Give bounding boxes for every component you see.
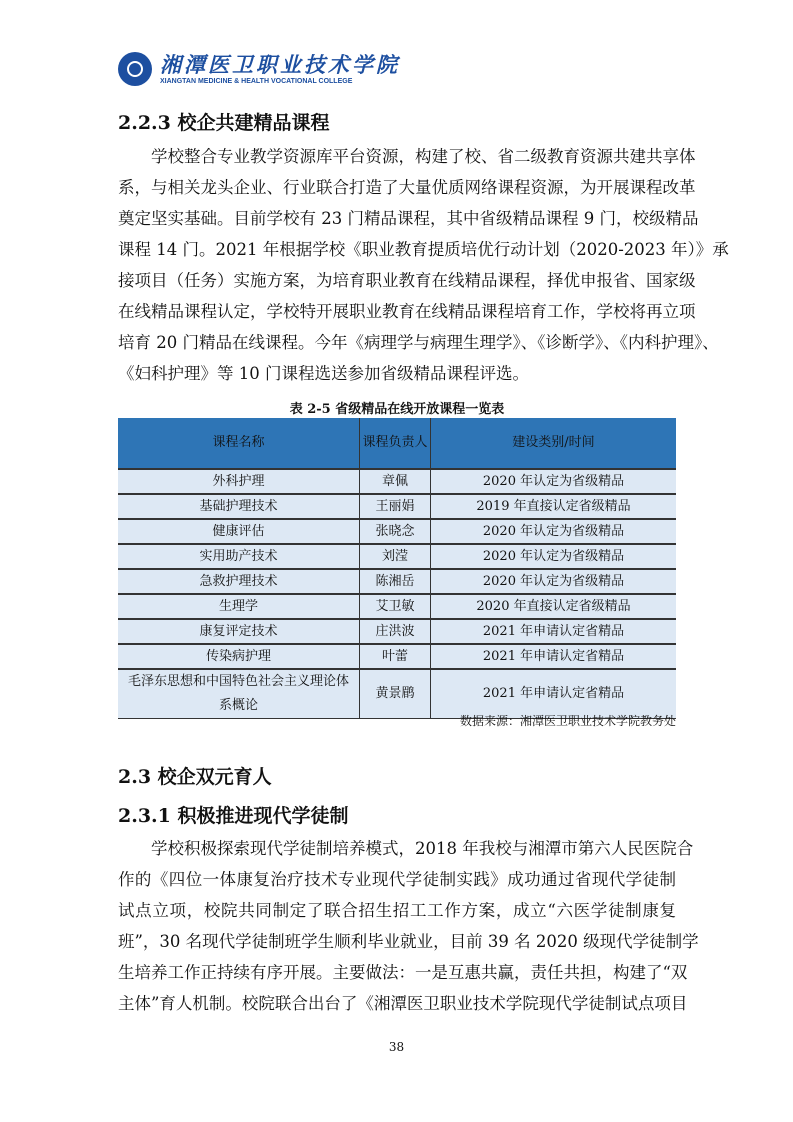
cell-category: 2021 年申请认定省精品 <box>431 619 677 644</box>
cell-category: 2019 年直接认定省级精品 <box>431 494 677 519</box>
cell-course: 传染病护理 <box>118 644 360 669</box>
text-line: 学校积极探索现代学徒制培养模式，2018 年我校与湘潭市第六人民医院合 <box>118 839 694 858</box>
text-line: 接项目（任务）实施方案，为培育职业教育在线精品课程，择优申报省、国家级 <box>118 271 696 290</box>
cell-course: 康复评定技术 <box>118 619 360 644</box>
text-line: 学校整合专业教学资源库平台资源，构建了校、省二级教育资源共建共享体 <box>118 147 696 166</box>
logo-english-name: XIANGTAN MEDICINE & HEALTH VOCATIONAL COLLEGE <box>160 77 353 85</box>
cell-category: 2020 年认定为省级精品 <box>431 544 677 569</box>
cell-leader: 黄景鹛 <box>360 669 431 719</box>
col-header-course: 课程名称 <box>118 418 360 469</box>
college-seal-icon <box>118 52 152 86</box>
table-row <box>118 469 676 494</box>
courses-table <box>118 418 676 719</box>
text-line: 班”，30 名现代学徒制班学生顺利毕业就业，目前 39 名 2020 级现代学徒制学 <box>118 932 699 951</box>
text-line: 培育 20 门精品在线课程。今年《病理学与病理生理学》、《诊断学》、《内科护理》、 <box>118 333 719 352</box>
cell-course: 基础护理技术 <box>118 494 360 519</box>
col-header-category: 建设类别/时间 <box>431 418 677 469</box>
cell-course: 急救护理技术 <box>118 569 360 594</box>
cell-leader: 张晓念 <box>360 519 431 544</box>
paragraph-apprenticeship <box>118 833 699 1019</box>
cell-course: 健康评估 <box>118 519 360 544</box>
cell-category: 2021 年申请认定省精品 <box>431 644 677 669</box>
text-line: 生培养工作正持续有序开展。主要做法：一是互惠共赢，责任共担，构建了“双 <box>118 963 688 982</box>
cell-course: 外科护理 <box>118 469 360 494</box>
cell-category: 2020 年直接认定省级精品 <box>431 594 677 619</box>
section-heading-2-3: 2.3 校企双元育人 <box>118 766 272 788</box>
cell-leader: 刘滢 <box>360 544 431 569</box>
cell-leader: 章佩 <box>360 469 431 494</box>
cell-leader: 陈湘岳 <box>360 569 431 594</box>
text-line: 《妇科护理》等 10 门课程选送参加省级精品课程评选。 <box>118 364 529 383</box>
logo-chinese-name: 湘潭医卫职业技术学院 <box>160 51 400 77</box>
cell-category: 2020 年认定为省级精品 <box>431 469 677 494</box>
cell-category: 2020 年认定为省级精品 <box>431 519 677 544</box>
cell-leader: 叶蕾 <box>360 644 431 669</box>
paragraph-courses <box>118 141 729 389</box>
table-row <box>118 544 676 569</box>
cell-category: 2020 年认定为省级精品 <box>431 569 677 594</box>
text-line: 奠定坚实基础。目前学校有 23 门精品课程，其中省级精品课程 9 门，校级精品 <box>118 209 699 228</box>
text-line: 主体”育人机制。校院联合出台了《湘潭医卫职业技术学院现代学徒制试点项目 <box>118 994 688 1013</box>
college-logo <box>118 52 400 86</box>
text-line: 系，与相关龙头企业、行业联合打造了大量优质网络课程资源，为开展课程改革 <box>118 178 696 197</box>
text-line: 在线精品课程认定，学校特开展职业教育在线精品课程培育工作，学校将再立项 <box>118 302 696 321</box>
text-line: 试点立项，校院共同制定了联合招生招工工作方案，成立“六医学徒制康复 <box>118 901 676 920</box>
cell-leader: 艾卫敏 <box>360 594 431 619</box>
table-source: 数据来源：湘潭医卫职业技术学院教务处 <box>459 714 676 728</box>
table-caption: 表 2-5 省级精品在线开放课程一览表 <box>289 402 505 417</box>
cell-course: 生理学 <box>118 594 360 619</box>
text-line: 作的《四位一体康复治疗技术专业现代学徒制实践》成功通过省现代学徒制 <box>118 870 676 889</box>
cell-leader: 王丽娟 <box>360 494 431 519</box>
table-row <box>118 569 676 594</box>
table-row <box>118 594 676 619</box>
section-heading-2-2-3: 2.2.3 校企共建精品课程 <box>118 112 330 134</box>
col-header-leader: 课程负责人 <box>360 418 431 469</box>
table-row <box>118 494 676 519</box>
section-heading-2-3-1: 2.3.1 积极推进现代学徒制 <box>118 805 349 827</box>
cell-category: 2021 年申请认定省精品 <box>431 669 677 719</box>
cell-course: 毛泽东思想和中国特色社会主义理论体系概论 <box>118 669 360 719</box>
table-row <box>118 644 676 669</box>
text-line: 课程 14 门。2021 年根据学校《职业教育提质培优行动计划（2020-2023 年）》承 <box>118 240 729 259</box>
table-row <box>118 619 676 644</box>
cell-course: 实用助产技术 <box>118 544 360 569</box>
page-number: 38 <box>388 1040 405 1054</box>
table-row <box>118 519 676 544</box>
cell-leader: 庄洪波 <box>360 619 431 644</box>
